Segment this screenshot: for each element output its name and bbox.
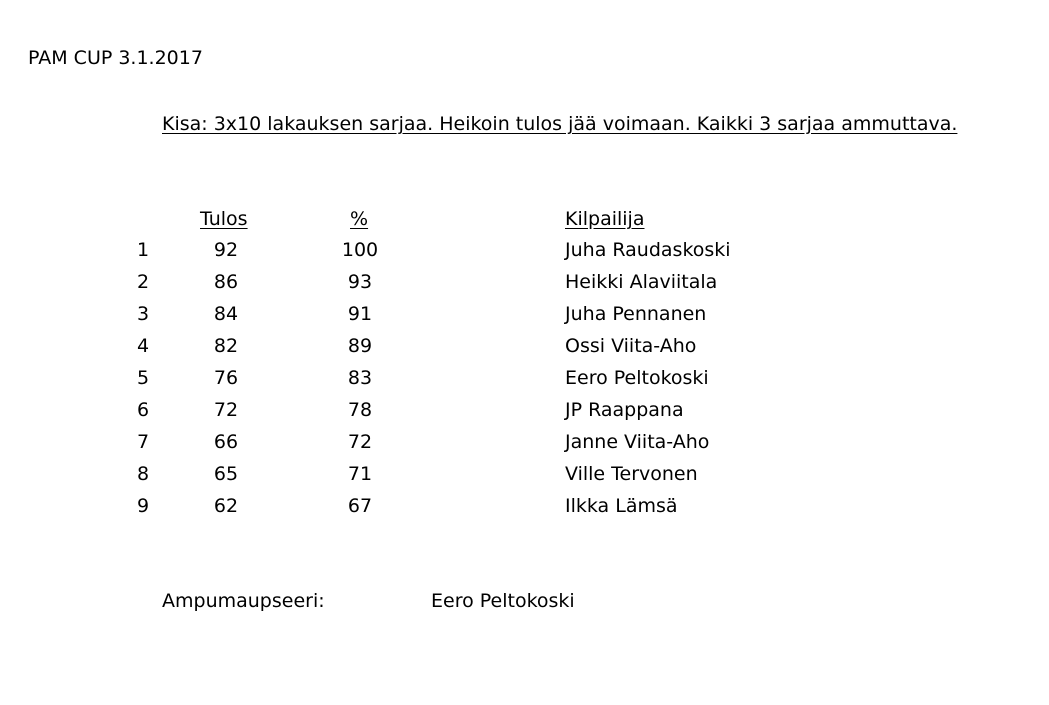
rank-cell: 4 bbox=[136, 335, 150, 357]
rank-cell: 7 bbox=[136, 431, 150, 453]
percent-cell: 67 bbox=[347, 495, 373, 517]
table-row bbox=[0, 398, 1049, 430]
percent-cell: 100 bbox=[341, 239, 379, 261]
percent-cell: 91 bbox=[347, 303, 373, 325]
rank-cell: 8 bbox=[136, 463, 150, 485]
table-row bbox=[0, 270, 1049, 302]
rank-cell: 6 bbox=[136, 399, 150, 421]
tulos-cell: 65 bbox=[213, 463, 239, 485]
name-cell: Ville Tervonen bbox=[565, 463, 698, 485]
table-row bbox=[0, 238, 1049, 270]
rank-cell: 2 bbox=[136, 271, 150, 293]
rank-cell: 5 bbox=[136, 367, 150, 389]
table-row bbox=[0, 302, 1049, 334]
name-cell: Juha Pennanen bbox=[565, 303, 707, 325]
table-row bbox=[0, 430, 1049, 462]
tulos-cell: 92 bbox=[213, 239, 239, 261]
rank-cell: 1 bbox=[136, 239, 150, 261]
competition-description: Kisa: 3x10 lakauksen sarjaa. Heikoin tulos jää voimaan. Kaikki 3 sarjaa ammuttava. bbox=[162, 113, 958, 135]
page-title: PAM CUP 3.1.2017 bbox=[28, 47, 203, 69]
name-cell: Ilkka Lämsä bbox=[565, 495, 678, 517]
range-officer-label: Ampumaupseeri: bbox=[162, 590, 325, 612]
tulos-cell: 82 bbox=[213, 335, 239, 357]
header-kilpailija: Kilpailija bbox=[565, 208, 645, 230]
table-row bbox=[0, 462, 1049, 494]
name-cell: Janne Viita-Aho bbox=[565, 431, 710, 453]
percent-cell: 83 bbox=[347, 367, 373, 389]
tulos-cell: 62 bbox=[213, 495, 239, 517]
table-row bbox=[0, 494, 1049, 526]
percent-cell: 78 bbox=[347, 399, 373, 421]
rank-cell: 3 bbox=[136, 303, 150, 325]
tulos-cell: 84 bbox=[213, 303, 239, 325]
percent-cell: 72 bbox=[347, 431, 373, 453]
table-row bbox=[0, 366, 1049, 398]
percent-cell: 89 bbox=[347, 335, 373, 357]
tulos-cell: 76 bbox=[213, 367, 239, 389]
tulos-cell: 66 bbox=[213, 431, 239, 453]
tulos-cell: 86 bbox=[213, 271, 239, 293]
name-cell: Heikki Alaviitala bbox=[565, 271, 718, 293]
name-cell: JP Raappana bbox=[565, 399, 684, 421]
rank-cell: 9 bbox=[136, 495, 150, 517]
range-officer-name: Eero Peltokoski bbox=[431, 590, 575, 612]
name-cell: Ossi Viita-Aho bbox=[565, 335, 697, 357]
name-cell: Eero Peltokoski bbox=[565, 367, 709, 389]
percent-cell: 93 bbox=[347, 271, 373, 293]
table-row bbox=[0, 334, 1049, 366]
header-percent: % bbox=[350, 208, 369, 230]
tulos-cell: 72 bbox=[213, 399, 239, 421]
percent-cell: 71 bbox=[347, 463, 373, 485]
header-tulos: Tulos bbox=[200, 208, 248, 230]
name-cell: Juha Raudaskoski bbox=[565, 239, 731, 261]
